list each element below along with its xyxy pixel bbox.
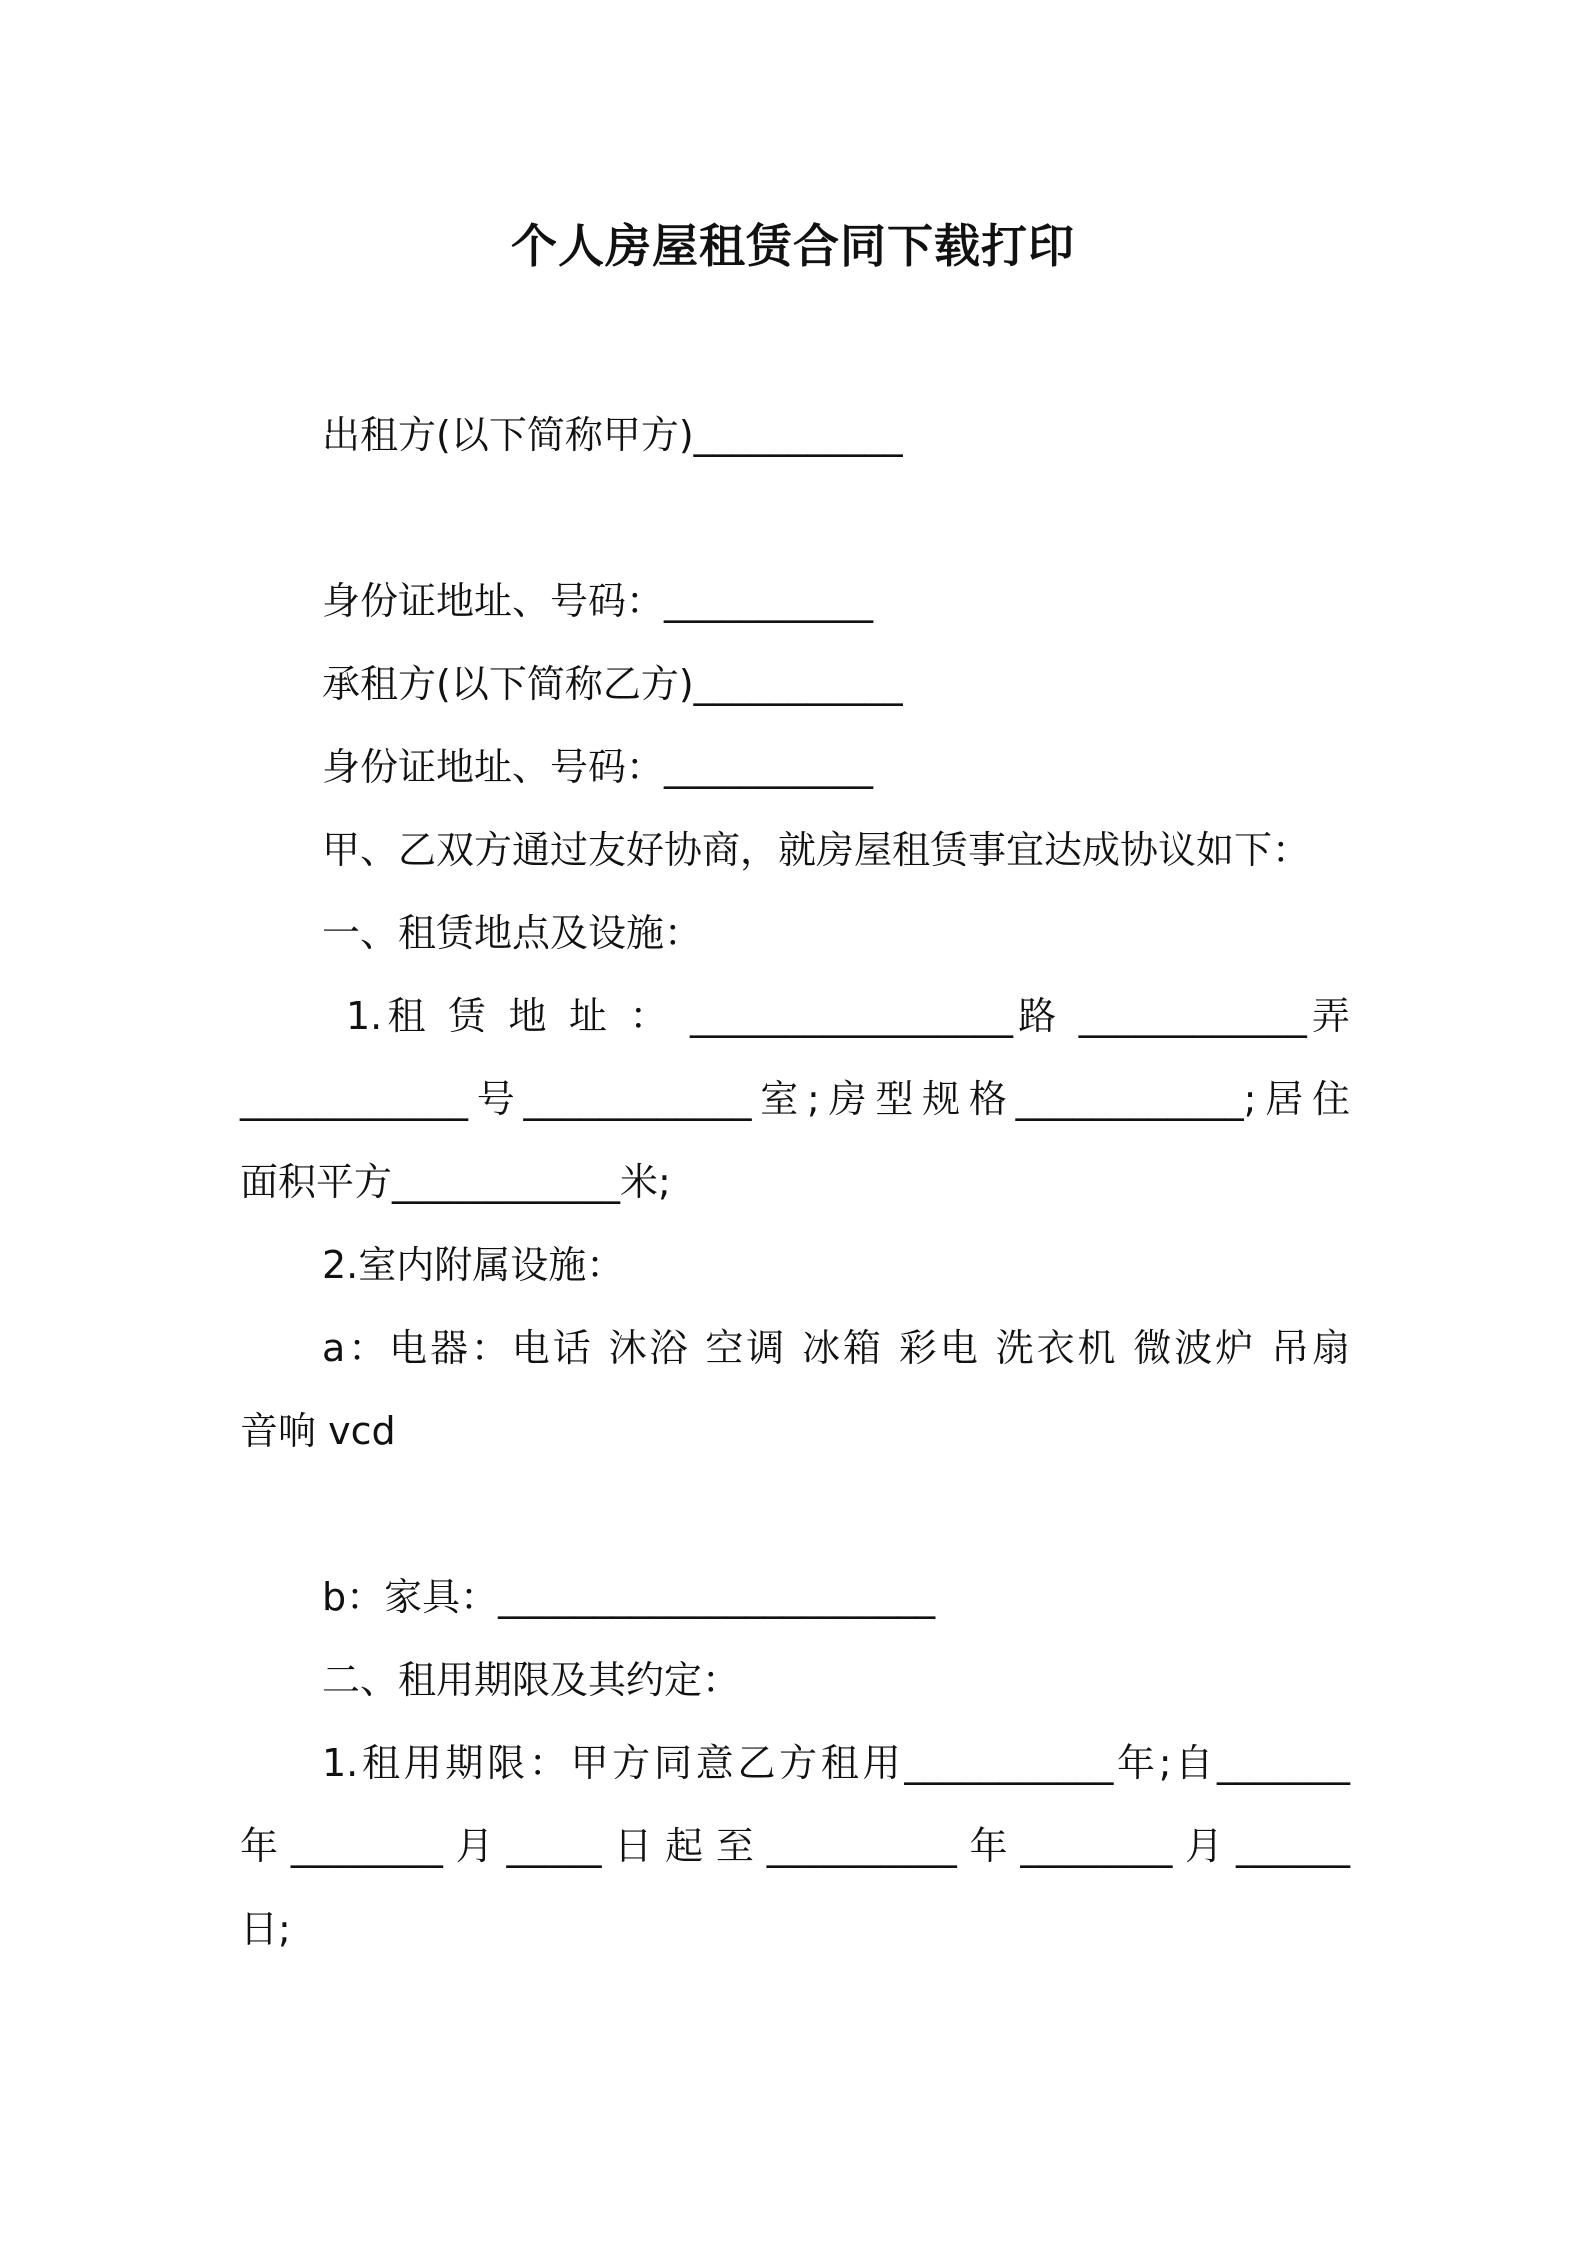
term-line-2: 年________月_____日起至__________年________月______ — [240, 1824, 1350, 1868]
lessee-line: 承租方(以下简称乙方)___________ — [322, 662, 903, 706]
agreement-intro: 甲、乙双方通过友好协商，就房屋租赁事宜达成协议如下： — [322, 828, 1311, 872]
appliances-line-1: a：电器：电话 沐浴 空调 冰箱 彩电 洗衣机 微波炉 吊扇 — [322, 1326, 1350, 1370]
appliances-line-2: 音响 vcd — [240, 1409, 396, 1453]
term-line-3: 日; — [240, 1907, 291, 1951]
facilities-heading: 2.室内附属设施： — [322, 1243, 625, 1287]
section-1-heading: 一、租赁地点及设施： — [322, 911, 703, 955]
address-line-3: 面积平方____________米; — [240, 1160, 671, 1204]
lessor-line: 出租方(以下简称甲方)___________ — [322, 413, 903, 457]
address-line-1: 1.租 赁 地 址 ： _________________路 ____________弄 — [346, 994, 1350, 1038]
address-line-2: ____________号____________室;房型规格____________;居住 — [240, 1077, 1350, 1121]
term-line-1: 1.租用期限：甲方同意乙方租用___________年;自_______ — [322, 1741, 1350, 1785]
furniture-line: b：家具：_______________________ — [322, 1575, 936, 1619]
document-title: 个人房屋租赁合同下载打印 — [511, 219, 1075, 273]
lessor-id-line: 身份证地址、号码：___________ — [322, 579, 874, 623]
section-2-heading: 二、租用期限及其约定： — [322, 1658, 741, 1702]
lessee-id-line: 身份证地址、号码：___________ — [322, 745, 874, 789]
